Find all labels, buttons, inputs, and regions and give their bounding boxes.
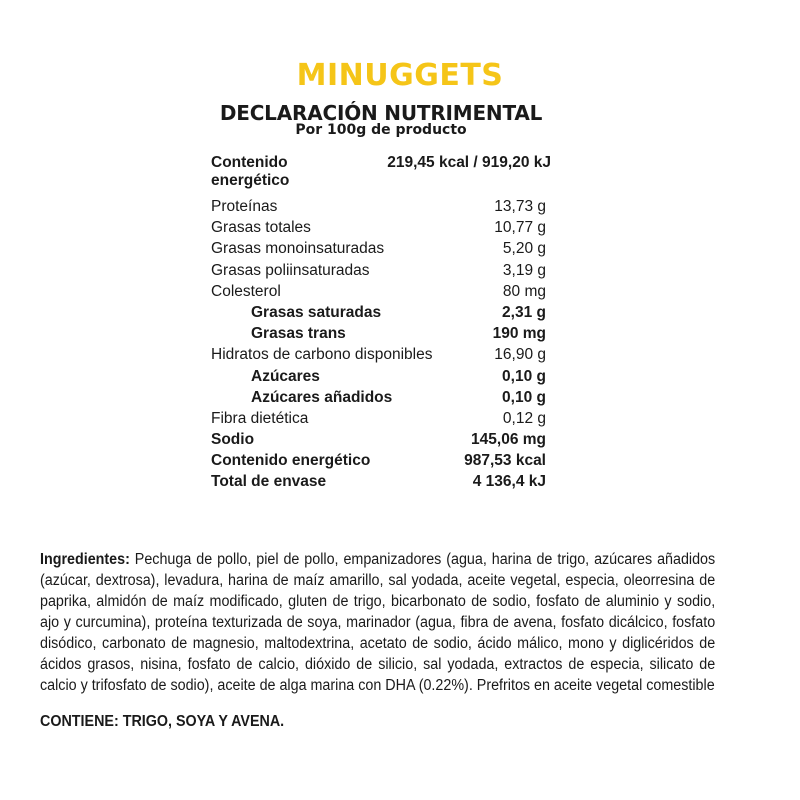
nutrition-row <box>211 471 546 492</box>
nutrient-label: Sodio <box>211 431 255 449</box>
nutrient-label: Colesterol <box>211 282 281 300</box>
energy-row <box>211 154 551 192</box>
nutrient-value: 5,20 g <box>502 240 546 258</box>
nutrient-value: 13,73 g <box>494 198 546 215</box>
nutrient-value: 10,77 g <box>494 219 546 237</box>
nutrient-value: 16,90 g <box>494 346 546 364</box>
nutrient-label: Grasas trans <box>251 325 346 343</box>
nutrient-label: Grasas totales <box>211 219 311 237</box>
allergen-statement: CONTIENE: TRIGO, SOYA Y AVENA. <box>40 713 285 730</box>
nutrition-row <box>211 323 546 344</box>
nutrition-row <box>211 260 546 281</box>
nutrient-label: Grasas monoinsaturadas <box>211 240 385 258</box>
ingredients-label: Ingredientes: <box>40 551 130 568</box>
nutrition-row <box>211 302 546 323</box>
nutrient-label: Azúcares <box>251 367 320 385</box>
nutrient-value: 987,53 kcal <box>464 452 546 470</box>
declaration-subtitle <box>206 121 556 139</box>
brand-title: MINUGGETS <box>296 58 504 93</box>
nutrient-label: Grasas saturadas <box>251 303 382 321</box>
nutrition-row <box>211 281 546 302</box>
nutrient-value: 190 mg <box>492 325 546 343</box>
nutrition-table <box>211 196 546 493</box>
nutrition-row <box>211 366 546 387</box>
nutrient-label: Contenido energético <box>211 452 371 470</box>
declaration-title: DECLARACIÓN NUTRIMENTAL <box>219 101 543 125</box>
nutrient-label: Fibra dietética <box>211 409 309 427</box>
nutrient-value: 0,10 g <box>502 388 546 406</box>
nutrition-row <box>211 408 546 429</box>
nutrition-row <box>211 387 546 408</box>
nutrient-label: Proteínas <box>211 198 278 215</box>
nutrient-value: 4 136,4 kJ <box>472 473 546 491</box>
energy-label: Contenido energético <box>211 154 290 189</box>
subtitle-prefix: Por <box>295 122 327 138</box>
nutrition-row <box>211 217 546 238</box>
nutrient-label: Grasas poliinsaturadas <box>211 261 370 279</box>
subtitle-suffix: de producto <box>366 122 467 138</box>
nutrition-row <box>211 196 546 217</box>
nutrient-label: Azúcares añadidos <box>251 388 393 406</box>
nutrient-label: Total de envase <box>211 473 327 491</box>
nutrition-row <box>211 450 546 471</box>
nutrient-value: 0,12 g <box>502 409 546 427</box>
ingredients-block <box>40 549 715 696</box>
nutrient-label: Hidratos de carbono disponibles <box>211 346 433 364</box>
ingredients-text: Pechuga de pollo, piel de pollo, empanizadores (agua, harina de trigo, azúcares añadidos (azúcar, dextrosa), levadura, harina de maíz amarillo, sal yodada, aceite vegetal, especia, oleorresina de paprika, almidón de maíz modificado, gluten de trigo, bicarbonato de sodio, fosfato de aluminio y sodio, ajo y curcumina), proteína texturizada de soya, marinador (agua, fibra de avena, fosfato dicálcico, fosfato disódico, carbonato de magnesio, maltodextrina, acetato de sodio, ácido málico, mono y diglicéridos de ácidos grasos, nisina, fosfato de calcio, dióxido de silicio, sal yodada, extractos de especia, silicato de calcio y trifosfato de sodio), aceite de alga marina con DHA (0.22%). Prefritos en aceite vegetal comestible <box>40 551 716 694</box>
nutrient-value: 0,10 g <box>502 367 546 385</box>
nutrition-row <box>211 344 546 365</box>
subtitle-amount: 100g <box>327 122 367 138</box>
nutrition-row <box>211 429 546 450</box>
nutrient-value: 3,19 g <box>502 261 546 279</box>
nutrition-row <box>211 238 546 259</box>
energy-value: 219,45 kcal / 919,20 kJ <box>387 154 551 171</box>
nutrient-value: 145,06 mg <box>471 431 546 449</box>
nutrient-value: 80 mg <box>502 282 546 300</box>
nutrient-value: 2,31 g <box>502 303 546 321</box>
